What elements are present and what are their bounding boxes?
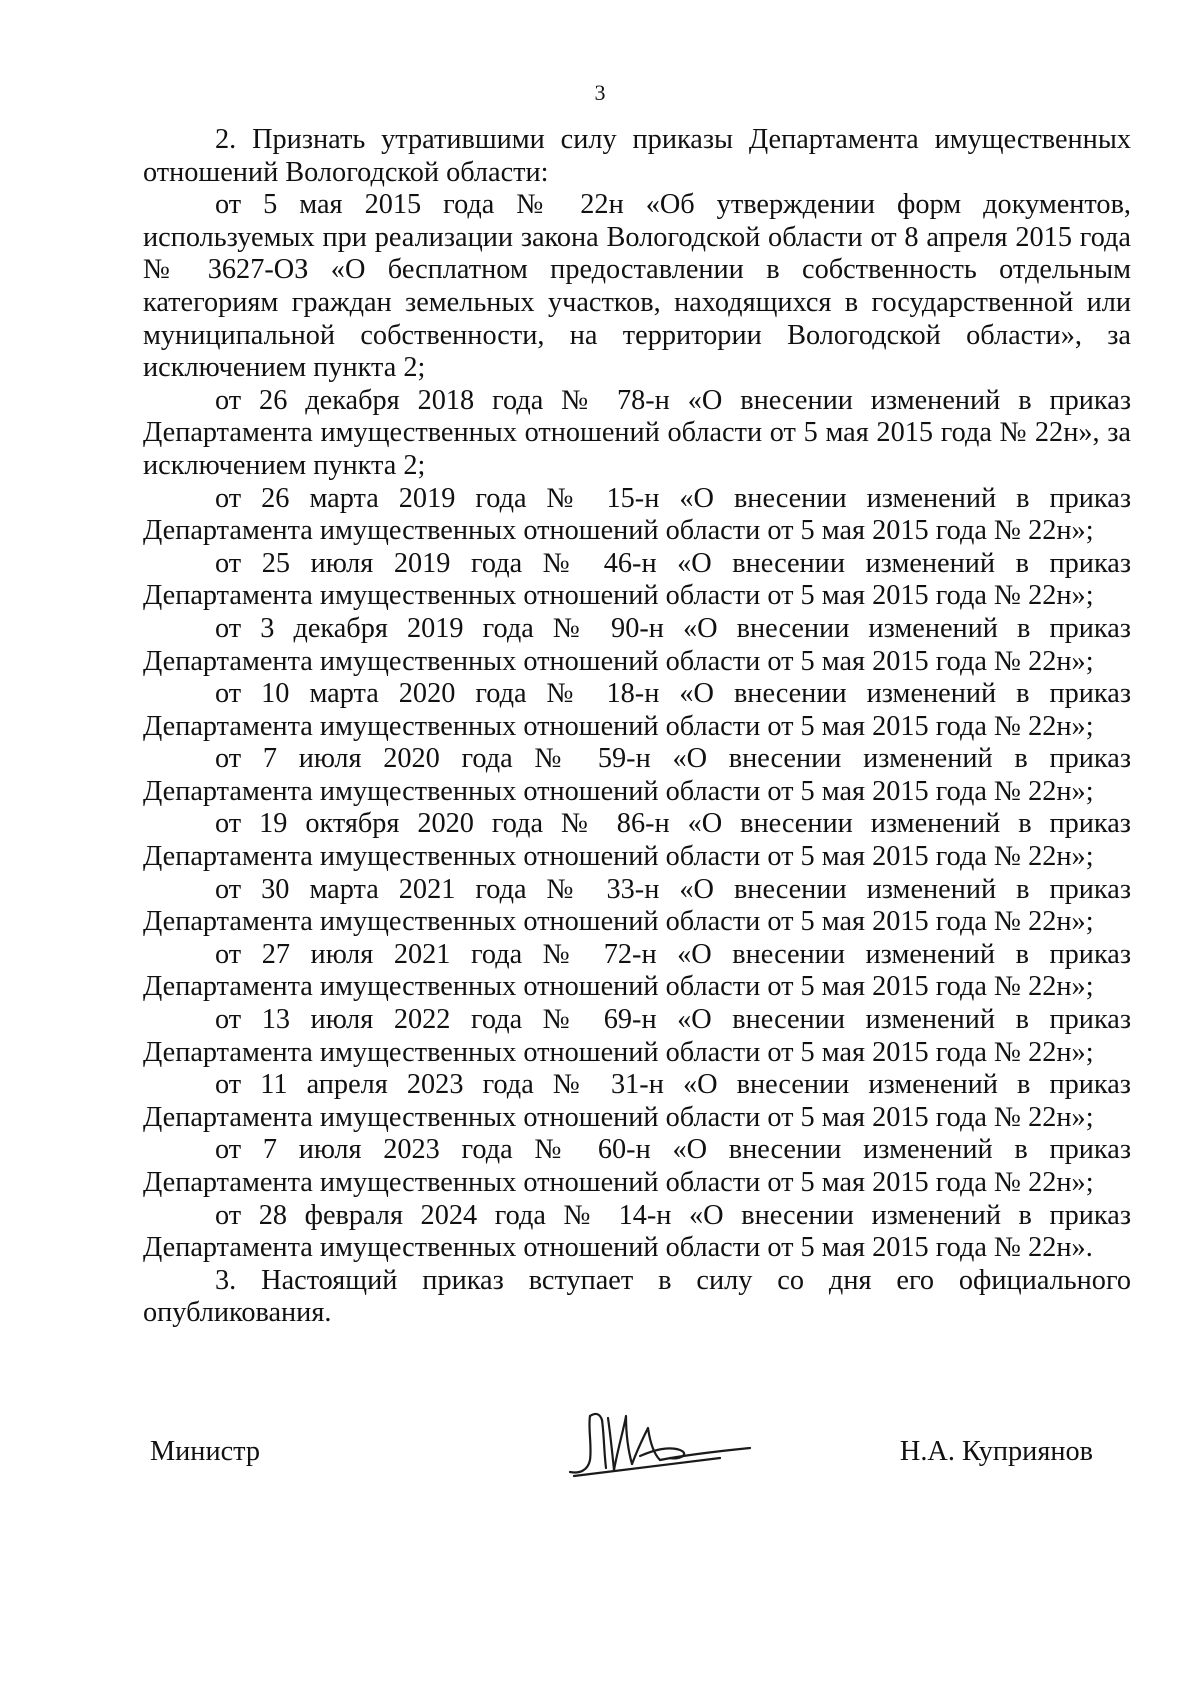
repealed-order-2015-22n: от 5 мая 2015 года № 22н «Об утверждении форм документов, используемых при реализации закона Вологодской области от 8 апреля 2015 года № 3627-ОЗ «О бесплатном предоставлении в собственность отдельным категориям граждан земельных участков, находящихся в государственной или муниципальной собственности, на территории Вологодской области», за исключением пункта 2; (143, 189, 1131, 384)
repealed-order-2023-31n: от 11 апреля 2023 года № 31-н «О внесении изменений в приказ Департамента имущественных отношений области от 5 мая 2015 года № 22н»; (143, 1069, 1131, 1133)
repealed-order-2024-14n: от 28 февраля 2024 года № 14-н «О внесении изменений в приказ Департамента имущественных отношений области от 5 мая 2015 года № 22н». (143, 1199, 1131, 1264)
repealed-order-2023-60n: от 7 июля 2023 года № 60-н «О внесении изменений в приказ Департамента имущественных отношений области от 5 мая 2015 года № 22н»; (143, 1134, 1131, 1198)
page-number: 3 (594, 80, 606, 105)
repealed-order-2020-86n: от 19 октября 2020 года № 86-н «О внесении изменений в приказ Департамента имущественных отношений области от 5 мая 2015 года № 22н»; (143, 808, 1131, 873)
repealed-order-2019-46n: от 25 июля 2019 года № 46-н «О внесении изменений в приказ Департамента имущественных отношений области от 5 мая 2015 года № 22н»; (143, 547, 1131, 612)
signer-name: Н.А. Куприянов (899, 1436, 1093, 1467)
repealed-order-2022-69n: от 13 июля 2022 года № 69-н «О внесении изменений в приказ Департамента имущественных отношений области от 5 мая 2015 года № 22н»; (143, 1004, 1131, 1068)
repealed-order-2021-33n: от 30 марта 2021 года № 33-н «О внесении изменений в приказ Департамента имущественных отношений области от 5 мая 2015 года № 22н»; (143, 873, 1131, 938)
signer-role: Министр (150, 1436, 261, 1467)
signature-block (0, 1398, 1200, 1498)
repealed-order-2019-15n: от 26 марта 2019 года № 15-н «О внесении изменений в приказ Департамента имущественных отношений области от 5 мая 2015 года № 22н»; (143, 482, 1131, 547)
paragraph-item-3: 3. Настоящий приказ вступает в силу со дня его официального опубликования. (143, 1264, 1131, 1329)
paragraph-item-2: 2. Признать утратившими силу приказы Департамента имущественных отношений Вологодской области: (143, 124, 1131, 188)
document-body (143, 124, 1131, 1330)
handwritten-signature (550, 1398, 770, 1488)
repealed-order-2020-59n: от 7 июля 2020 года № 59-н «О внесении изменений в приказ Департамента имущественных отношений области от 5 мая 2015 года № 22н»; (143, 743, 1131, 807)
repealed-order-2019-90n: от 3 декабря 2019 года № 90-н «О внесении изменений в приказ Департамента имущественных отношений области от 5 мая 2015 года № 22н»; (143, 612, 1131, 677)
repealed-order-2018-78n: от 26 декабря 2018 года № 78-н «О внесении изменений в приказ Департамента имущественных отношений области от 5 мая 2015 года № 22н», за исключением пункта 2; (143, 384, 1131, 481)
repealed-order-2021-72n: от 27 июля 2021 года № 72-н «О внесении изменений в приказ Департамента имущественных отношений области от 5 мая 2015 года № 22н»; (143, 938, 1131, 1003)
repealed-order-2020-18n: от 10 марта 2020 года № 18-н «О внесении изменений в приказ Департамента имущественных отношений области от 5 мая 2015 года № 22н»; (143, 678, 1131, 742)
